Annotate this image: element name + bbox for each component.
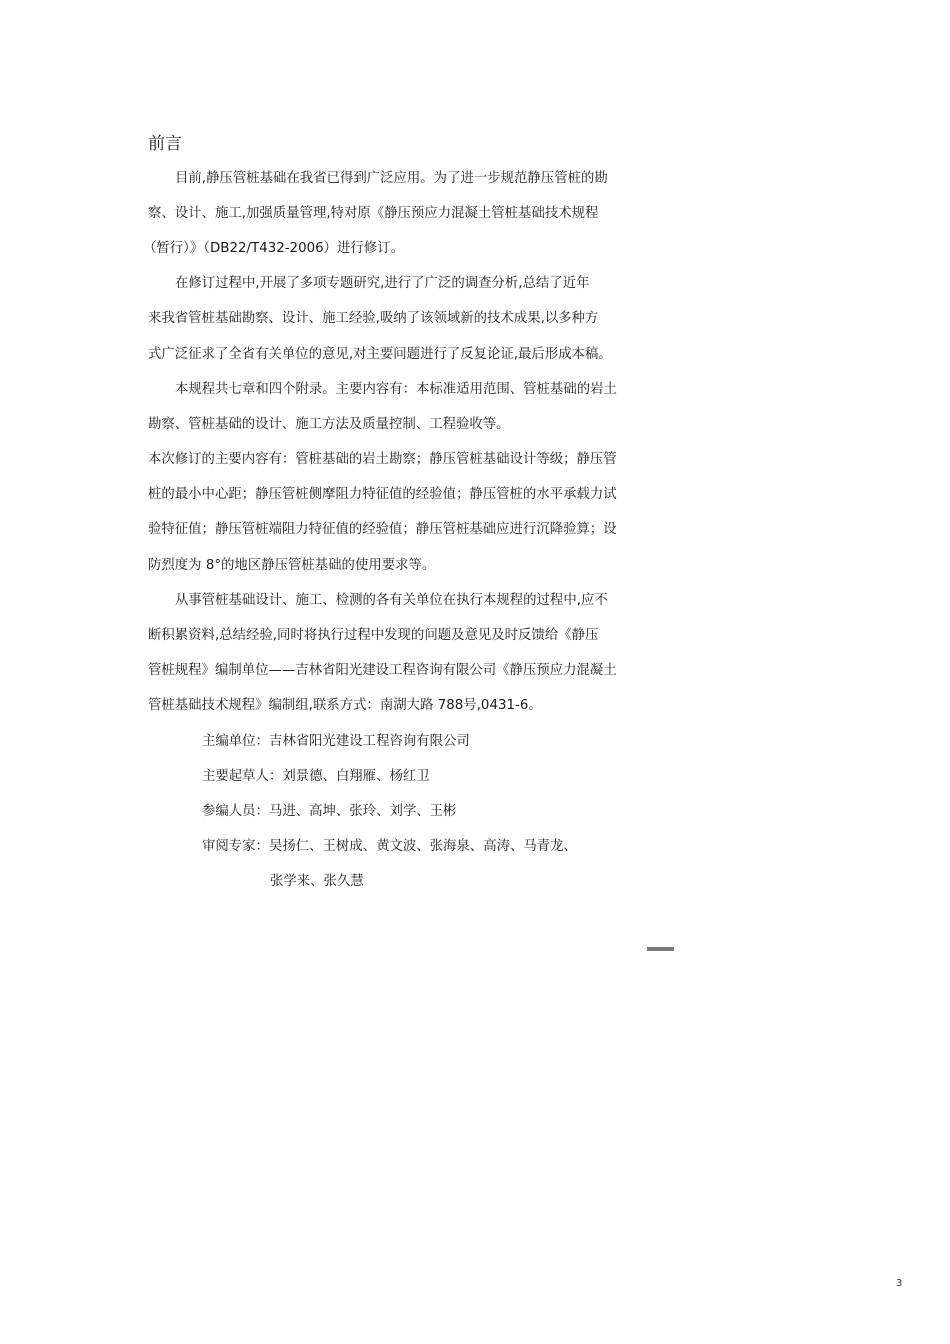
page-title: 前言 (148, 134, 182, 154)
paragraph-4-line-2: 桩的最小中心距；静压管桩侧摩阻力特征值的经验值；静压管桩的水平承载力试 (148, 487, 617, 502)
paragraph-3-line-2: 勘察、管桩基础的设计、施工方法及质量控制、工程验收等。 (148, 417, 510, 432)
page-number: 3 (896, 1278, 903, 1289)
paragraph-5-line-1: 从事管桩基础设计、施工、检测的各有关单位在执行本规程的过程中,应不 (175, 593, 608, 608)
editor-unit: 主编单位：吉林省阳光建设工程咨询有限公司 (202, 734, 470, 749)
reviewers-line-1: 审阅专家：吴扬仁、王树成、黄文波、张海泉、高涛、马青龙、 (202, 839, 577, 854)
paragraph-1-line-3: （暂行）》（DB22/T432-2006）进行修订。 (143, 241, 404, 256)
paragraph-4-line-4: 防烈度为 8°的地区静压管桩基础的使用要求等。 (148, 558, 436, 573)
paragraph-1-line-1: 目前,静压管桩基础在我省已得到广泛应用。为了进一步规范静压管桩的勘 (175, 171, 608, 186)
paragraph-5-line-4: 管桩基础技术规程》编制组,联系方式：南湖大路 788号,0431-6。 (148, 698, 542, 713)
paragraph-2-line-1: 在修订过程中,开展了多项专题研究,进行了广泛的调查分析,总结了近年 (175, 276, 590, 291)
paragraph-5-line-2: 断积累资料,总结经验,同时将执行过程中发现的问题及意见及时反馈给《静压 (148, 628, 599, 643)
paragraph-2-line-2: 来我省管桩基础勘察、设计、施工经验,吸纳了该领域新的技术成果,以多种方 (148, 311, 599, 326)
participants: 参编人员：马进、高坤、张玲、刘学、王彬 (202, 804, 457, 819)
main-drafters: 主要起草人：刘景德、白翔雁、杨红卫 (202, 769, 430, 784)
paragraph-2-line-3: 式广泛征求了全省有关单位的意见,对主要问题进行了反复论证,最后形成本稿。 (148, 347, 612, 362)
paragraph-4-line-3: 验特征值；静压管桩端阻力特征值的经验值；静压管桩基础应进行沉降验算；设 (148, 522, 617, 537)
paragraph-3-line-1: 本规程共七章和四个附录。主要内容有：本标准适用范围、管桩基础的岩土 (175, 382, 617, 397)
paragraph-5-line-3: 管桩规程》编制单位——吉林省阳光建设工程咨询有限公司《静压预应力混凝土 (148, 663, 617, 678)
paragraph-1-line-2: 察、设计、施工,加强质量管理,特对原《静压预应力混凝土管桩基础技术规程 (148, 206, 599, 221)
paragraph-4-line-1: 本次修订的主要内容有：管桩基础的岩土勘察；静压管桩基础设计等级；静压管 (148, 452, 617, 467)
page-mark-bar (647, 947, 674, 951)
reviewers-line-2: 张学来、张久慧 (270, 874, 364, 889)
